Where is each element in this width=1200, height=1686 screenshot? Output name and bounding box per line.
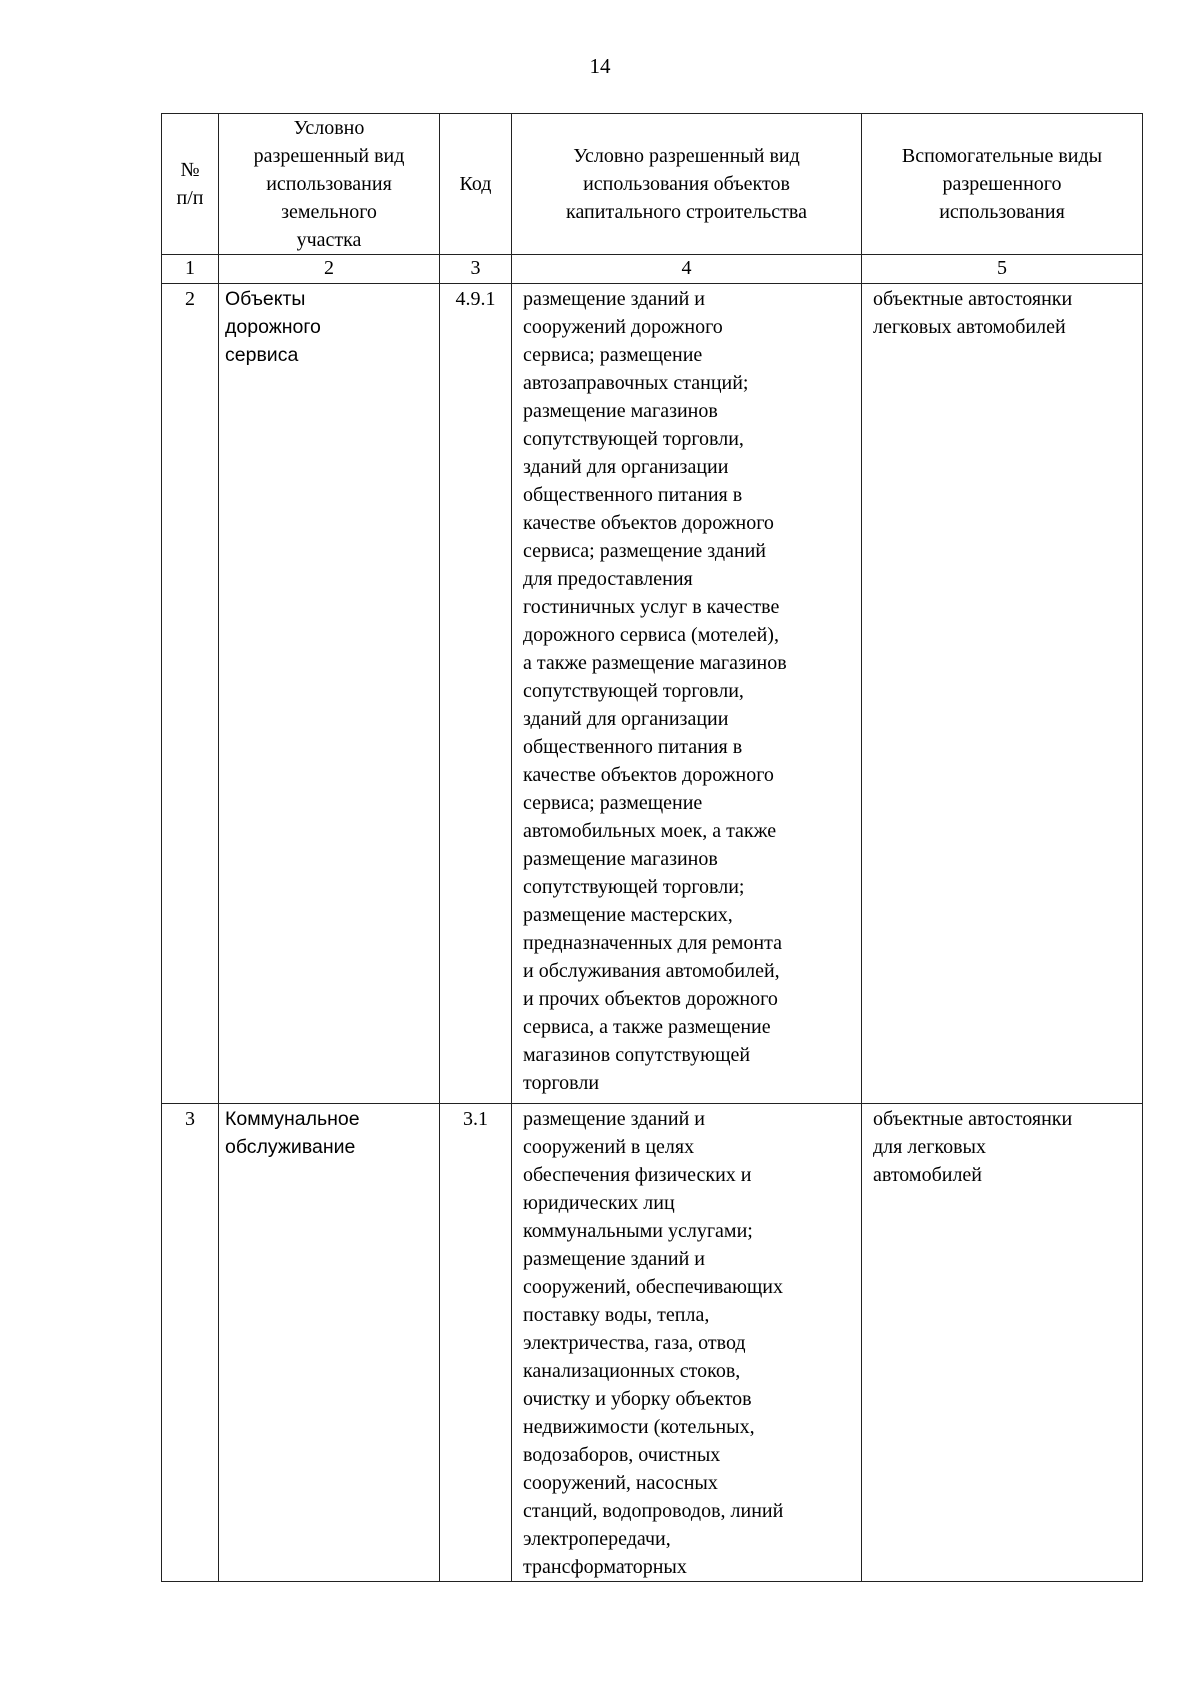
land-use-cell: Коммунальное обслуживание: [219, 1104, 440, 1582]
row-number: 2: [162, 284, 219, 1104]
header-land-use: Условно разрешенный вид использования земельного участка: [219, 114, 440, 255]
column-number: 1: [162, 255, 219, 284]
auxiliary-cell: объектные автостоянки для легковых автомобилей: [862, 1104, 1143, 1582]
row-number: 3: [162, 1104, 219, 1582]
land-use-cell: Объекты дорожного сервиса: [219, 284, 440, 1104]
description-cell: размещение зданий и сооружений в целях обеспечения физических и юридических лиц коммунальными услугами; размещение зданий и сооружений, обеспечивающих поставку воды, тепла, электричества, газа, отвод канализационных стоков, очистку и уборку объектов недвижимости (котельных, водозаборов, очистных сооружений, насосных станций, водопроводов, линий электропередачи, трансформаторных: [512, 1104, 862, 1582]
page-number: 14: [589, 54, 611, 78]
code-cell: 4.9.1: [440, 284, 512, 1104]
code-cell: 3.1: [440, 1104, 512, 1582]
column-number: 5: [862, 255, 1143, 284]
column-number: 2: [219, 255, 440, 284]
header-number: № п/п: [162, 114, 219, 255]
table-row: [162, 1104, 1143, 1582]
header-auxiliary-use: Вспомогательные виды разрешенного использования: [862, 114, 1143, 255]
description-cell: размещение зданий и сооружений дорожного сервиса; размещение автозаправочных станций; размещение магазинов сопутствующей торговли, зданий для организации общественного питания в качестве объектов дорожного сервиса; размещение зданий для предоставления гостиничных услуг в качестве дорожного сервиса (мотелей), а также размещение магазинов сопутствующей торговли, зданий для организации общественного питания в качестве объектов дорожного сервиса; размещение автомобильных моек, а также размещение магазинов сопутствующей торговли; размещение мастерских, предназначенных для ремонта и обслуживания автомобилей, и прочих объектов дорожного сервиса, а также размещение магазинов сопутствующей торговли: [512, 284, 862, 1104]
table-header-row: [162, 114, 1143, 255]
auxiliary-cell: объектные автостоянки легковых автомобилей: [862, 284, 1143, 1104]
column-number-row: [162, 255, 1143, 284]
column-number: 4: [512, 255, 862, 284]
land-use-table: [161, 113, 1143, 1582]
table-row: [162, 284, 1143, 1104]
header-code: Код: [440, 114, 512, 255]
header-construction-use: Условно разрешенный вид использования объектов капитального строительства: [512, 114, 862, 255]
column-number: 3: [440, 255, 512, 284]
